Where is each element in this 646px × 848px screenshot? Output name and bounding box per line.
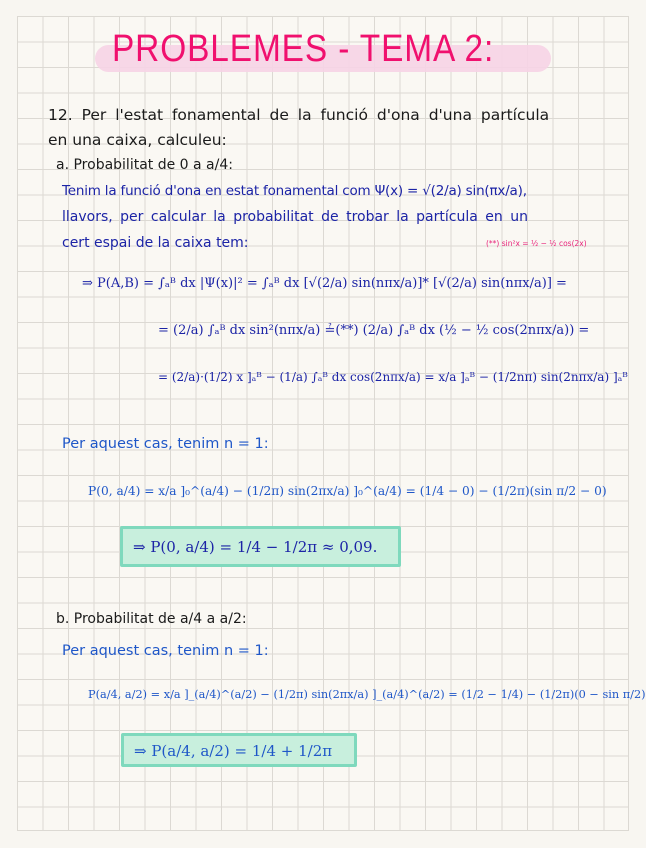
equation-line-2: = (2/a) ∫ₐᴮ dx sin²(nπx/a) ≟(**) (2/a) ∫ₐᴮ dx (½ − ½ cos(2nπx/a)) =: [158, 323, 590, 338]
trig-identity-note: (**) sin²x = ½ − ½ cos(2x): [486, 239, 587, 248]
part-a-text-line-1: Tenim la funció d'ona en estat fonamental com Ψ(x) = √(2/a) sin(πx/a),: [62, 183, 527, 199]
part-a-text-line-2: llavors, per calcular la probabilitat de trobar la partícula en un: [62, 209, 528, 225]
equation-line-3: = (2/a)·(1/2) x ]ₐᴮ − (1/a) ∫ₐᴮ dx cos(2nπx/a) = x/a ]ₐᴮ − (1/2nπ) sin(2nπx/a) ]ₐᴮ: [158, 370, 628, 384]
part-a-calculation: P(0, a/4) = x/a ]₀^(a/4) − (1/2π) sin(2πx/a) ]₀^(a/4) = (1/4 − 0) − (1/2π)(sin π/2 − 0): [88, 484, 607, 498]
part-b-calculation: P(a/4, a/2) = x/a ]_(a/4)^(a/2) − (1/2π) sin(2πx/a) ]_(a/4)^(a/2) = (1/2 − 1/4) − (1/2π)(0 − sin π/2): [88, 688, 646, 701]
part-b-case-text: Per aquest cas, tenim n = 1:: [62, 643, 269, 659]
part-b-heading: b. Probabilitat de a/4 a a/2:: [56, 611, 247, 627]
part-b-result-box: [121, 733, 357, 767]
equation-line-1: ⇒ P(A,B) = ∫ₐᴮ dx |Ψ(x)|² = ∫ₐᴮ dx [√(2/a) sin(nπx/a)]* [√(2/a) sin(nπx/a)] =: [82, 276, 567, 291]
part-a-heading: a. Probabilitat de 0 a a/4:: [56, 157, 233, 173]
part-a-text-line-3: cert espai de la caixa tem:: [62, 235, 249, 251]
page-title: PROBLEMES - TEMA 2:: [112, 28, 495, 70]
problem-statement-line-2: en una caixa, calculeu:: [48, 131, 227, 149]
problem-statement-line-1: 12. Per l'estat fonamental de la funció d'ona d'una partícula: [48, 106, 550, 124]
part-a-result: ⇒ P(0, a/4) = 1/4 − 1/2π ≈ 0,09.: [133, 538, 378, 556]
part-a-result-box: [120, 526, 401, 567]
part-b-result: ⇒ P(a/4, a/2) = 1/4 + 1/2π: [134, 742, 333, 760]
part-a-case-text: Per aquest cas, tenim n = 1:: [62, 436, 269, 452]
